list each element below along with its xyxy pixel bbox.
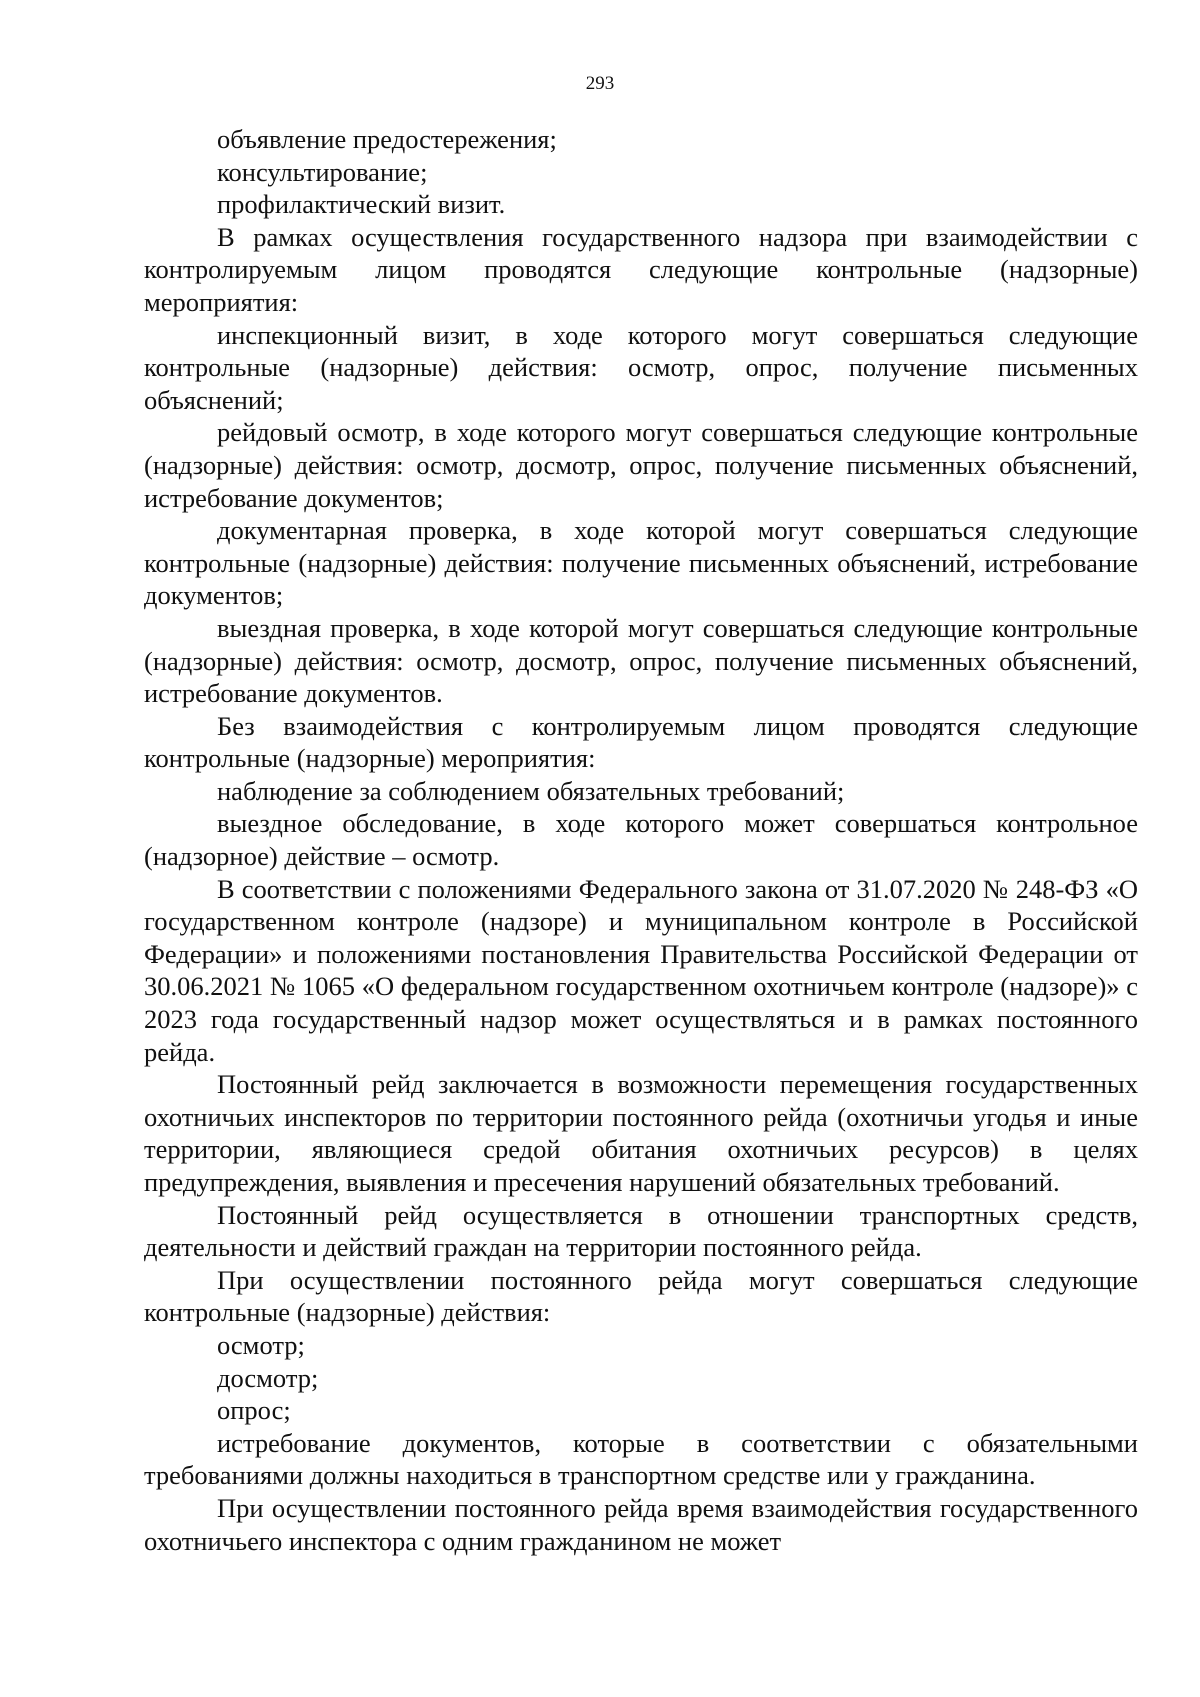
paragraph-item: Постоянный рейд осуществляется в отношении транспортных средств, деятельности и действий граждан на территории постоянного рейда. <box>144 1199 1138 1263</box>
paragraph-item: осмотр; <box>217 1329 305 1360</box>
paragraph-item: выездное обследование, в ходе которого может совершаться контрольное (надзорное) действие – осмотр. <box>144 808 1138 872</box>
paragraph-item: рейдовый осмотр, в ходе которого могут совершаться следующие контрольные (надзорные) действия: осмотр, досмотр, опрос, получение письменных объяснений, истребование документов; <box>144 417 1138 513</box>
paragraph-item: При осуществлении постоянного рейда могут совершаться следующие контрольные (надзорные) действия: <box>144 1264 1138 1328</box>
paragraph-item: досмотр; <box>217 1362 319 1393</box>
paragraph-item: объявление предостережения; <box>217 124 557 154</box>
paragraph-item: В рамках осуществления государственного надзора при взаимодействии с контролируемым лицом проводятся следующие контрольные (надзорные) мероприятия: <box>144 221 1138 317</box>
paragraph-item: истребование документов, которые в соответствии с обязательными требованиями должны находиться в транспортном средстве или у гражданина. <box>144 1427 1138 1491</box>
paragraph-item: Постоянный рейд заключается в возможности перемещения государственных охотничьих инспекторов по территории постоянного рейда (охотничьи угодья и иные территории, являющиеся средой обитания охотничьих ресурсов) в целях предупреждения, выявления и пресечения нарушений обязательных требований. <box>144 1069 1138 1197</box>
paragraph-item: документарная проверка, в ходе которой могут совершаться следующие контрольные (надзорные) действия: получение письменных объяснений, истребование документов; <box>144 515 1138 611</box>
paragraph-item: наблюдение за соблюдением обязательных требований; <box>217 775 845 806</box>
page-body <box>144 123 1138 1557</box>
paragraph-item: опрос; <box>217 1395 291 1426</box>
paragraph-item: профилактический визит. <box>217 189 506 220</box>
page-number: 293 <box>585 73 615 94</box>
paragraph-item: В соответствии с положениями Федерального закона от 31.07.2020 № 248-ФЗ «О государственном контроле (надзоре) и муниципальном контроле в Российской Федерации» и положениями постановления Правительства Российской Федерации от 30.06.2021 № 1065 «О федеральном государственном охотничьем контроле (надзоре)» с 2023 года государственный надзор может осуществляться и в рамках постоянного рейда. <box>144 873 1138 1067</box>
paragraph-item: выездная проверка, в ходе которой могут совершаться следующие контрольные (надзорные) действия: осмотр, досмотр, опрос, получение письменных объяснений, истребование документов. <box>144 612 1138 709</box>
paragraph-item: Без взаимодействия с контролируемым лицом проводятся следующие контрольные (надзорные) мероприятия: <box>144 710 1138 774</box>
paragraph-item: консультирование; <box>217 156 428 187</box>
paragraph-item: инспекционный визит, в ходе которого могут совершаться следующие контрольные (надзорные) действия: осмотр, опрос, получение письменных объяснений; <box>144 319 1138 415</box>
paragraph-item: При осуществлении постоянного рейда время взаимодействия государственного охотничьего инспектора с одним гражданином не может <box>144 1492 1138 1556</box>
